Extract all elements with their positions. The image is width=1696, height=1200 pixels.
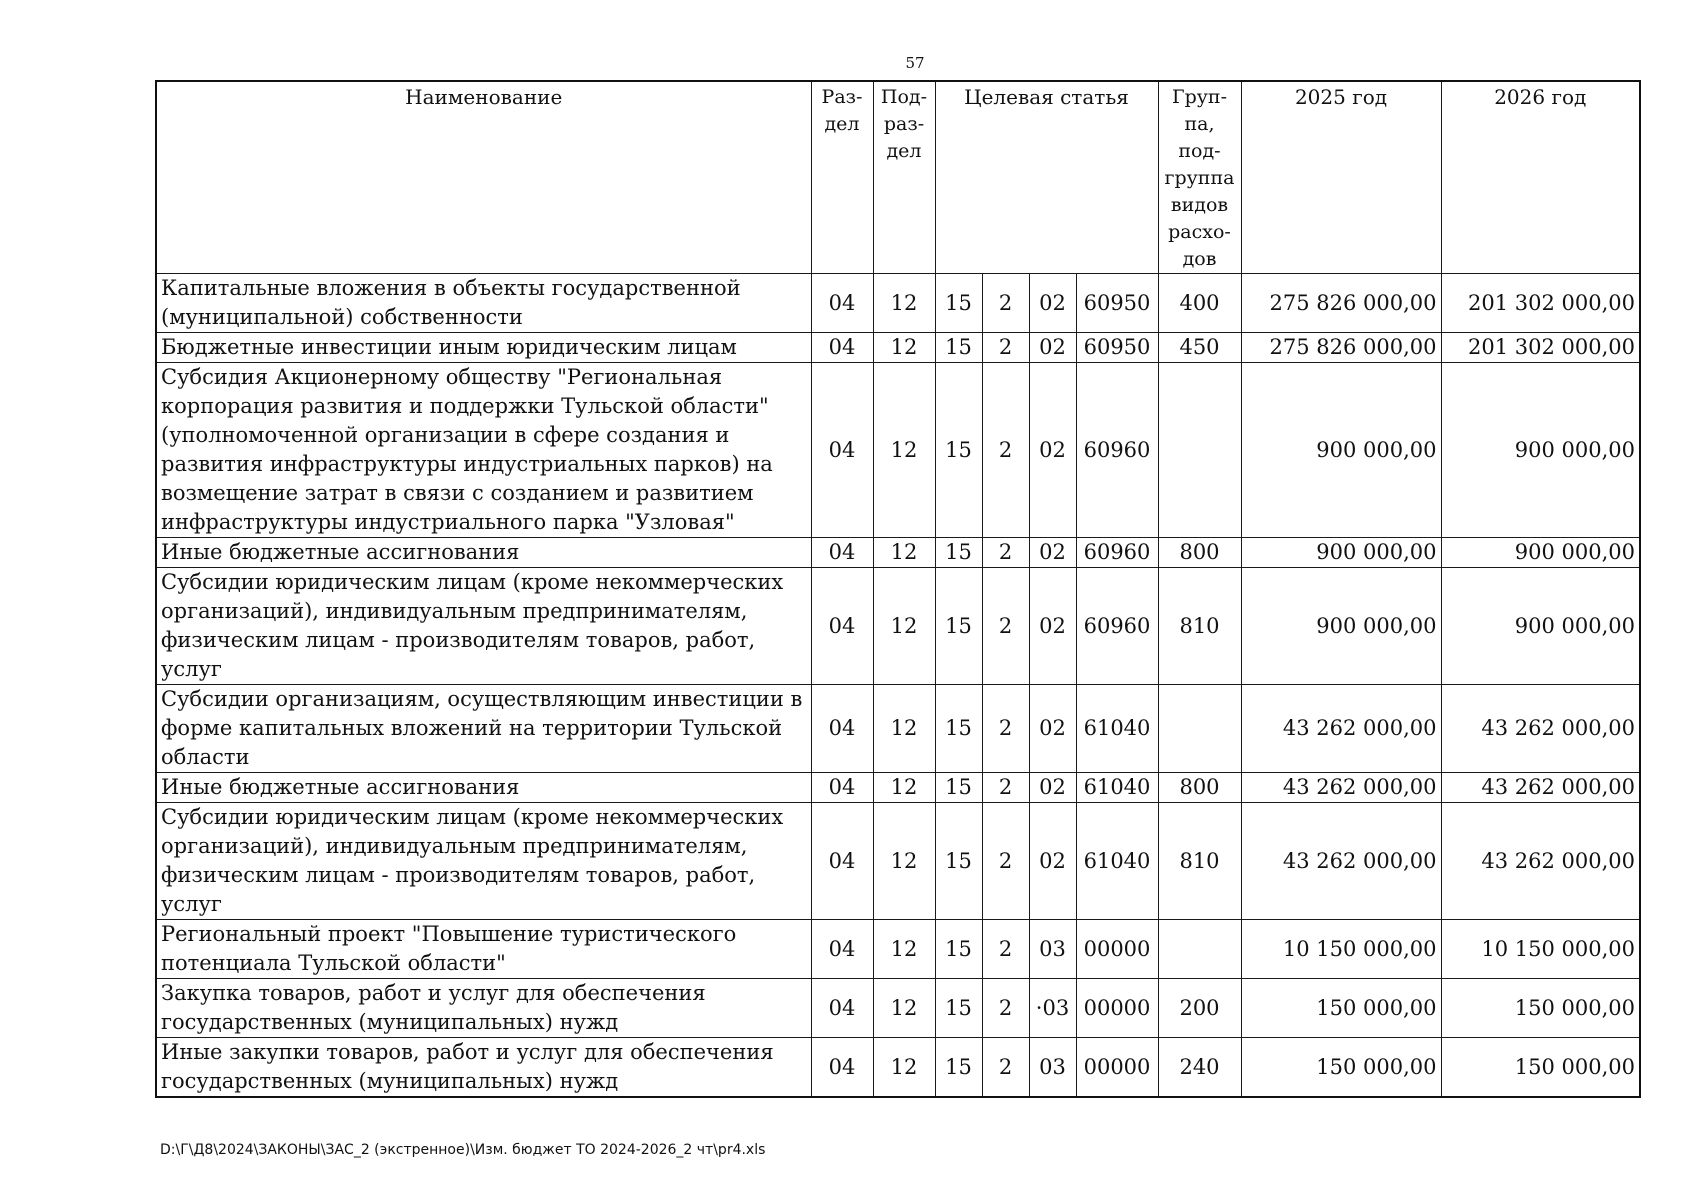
row-section: 04 <box>811 685 873 773</box>
row-target-program: 15 <box>935 274 982 333</box>
row-target-event: 02 <box>1029 773 1076 803</box>
row-subsection: 12 <box>873 1038 935 1098</box>
row-subsection: 12 <box>873 773 935 803</box>
row-target-direction: 60960 <box>1076 363 1158 538</box>
header-year-2026: 2026 год <box>1441 81 1640 274</box>
table-header-row <box>156 81 1640 274</box>
row-expense-group: 450 <box>1158 333 1241 363</box>
row-target-event: 02 <box>1029 538 1076 568</box>
row-target-program: 15 <box>935 333 982 363</box>
table-body <box>156 274 1640 1098</box>
row-target-subprogram: 2 <box>982 568 1029 685</box>
row-target-direction: 61040 <box>1076 685 1158 773</box>
row-name: Субсидии организациям, осуществляющим инвестиции в форме капитальных вложений на территории Тульской области <box>156 685 811 773</box>
table-row <box>156 568 1640 685</box>
row-amount-2025: 43 262 000,00 <box>1241 685 1441 773</box>
table-row <box>156 538 1640 568</box>
row-target-subprogram: 2 <box>982 803 1029 920</box>
row-target-direction: 60960 <box>1076 538 1158 568</box>
table-row <box>156 685 1640 773</box>
row-expense-group: 810 <box>1158 568 1241 685</box>
row-target-subprogram: 2 <box>982 773 1029 803</box>
row-name: Субсидии юридическим лицам (кроме некоммерческих организаций), индивидуальным предпринимателям, физическим лицам - производителям товаров, работ, услуг <box>156 568 811 685</box>
row-target-event: 02 <box>1029 274 1076 333</box>
row-expense-group: 200 <box>1158 979 1241 1038</box>
row-target-event: ·03 <box>1029 979 1076 1038</box>
row-section: 04 <box>811 274 873 333</box>
row-name: Закупка товаров, работ и услуг для обеспечения государственных (муниципальных) нужд <box>156 979 811 1038</box>
row-target-program: 15 <box>935 568 982 685</box>
row-name: Субсидии юридическим лицам (кроме некоммерческих организаций), индивидуальным предпринимателям, физическим лицам - производителям товаров, работ, услуг <box>156 803 811 920</box>
row-amount-2026: 43 262 000,00 <box>1441 685 1640 773</box>
row-target-event: 03 <box>1029 920 1076 979</box>
row-target-subprogram: 2 <box>982 538 1029 568</box>
row-name: Капитальные вложения в объекты государственной (муниципальной) собственности <box>156 274 811 333</box>
row-amount-2025: 10 150 000,00 <box>1241 920 1441 979</box>
row-amount-2026: 43 262 000,00 <box>1441 773 1640 803</box>
row-section: 04 <box>811 979 873 1038</box>
row-section: 04 <box>811 920 873 979</box>
table-row <box>156 803 1640 920</box>
header-expense-group: Груп- па, под- группа видов расхо- дов <box>1158 81 1241 274</box>
row-name: Бюджетные инвестиции иным юридическим лицам <box>156 333 811 363</box>
row-target-subprogram: 2 <box>982 1038 1029 1098</box>
row-target-subprogram: 2 <box>982 333 1029 363</box>
row-target-program: 15 <box>935 920 982 979</box>
row-amount-2025: 43 262 000,00 <box>1241 803 1441 920</box>
row-target-direction: 60960 <box>1076 568 1158 685</box>
row-target-subprogram: 2 <box>982 979 1029 1038</box>
row-target-program: 15 <box>935 979 982 1038</box>
row-subsection: 12 <box>873 333 935 363</box>
row-section: 04 <box>811 538 873 568</box>
row-target-event: 02 <box>1029 363 1076 538</box>
row-expense-group: 810 <box>1158 803 1241 920</box>
row-target-event: 02 <box>1029 803 1076 920</box>
row-amount-2026: 150 000,00 <box>1441 1038 1640 1098</box>
row-section: 04 <box>811 568 873 685</box>
row-section: 04 <box>811 803 873 920</box>
row-subsection: 12 <box>873 274 935 333</box>
row-target-subprogram: 2 <box>982 363 1029 538</box>
row-amount-2025: 275 826 000,00 <box>1241 274 1441 333</box>
header-target-article: Целевая статья <box>935 81 1158 274</box>
row-amount-2025: 900 000,00 <box>1241 363 1441 538</box>
row-target-event: 02 <box>1029 333 1076 363</box>
row-target-event: 02 <box>1029 685 1076 773</box>
row-name: Региональный проект "Повышение туристического потенциала Тульской области" <box>156 920 811 979</box>
row-expense-group: 240 <box>1158 1038 1241 1098</box>
row-target-direction: 60950 <box>1076 274 1158 333</box>
footer-file-path: D:\Г\Д8\2024\ЗАКОНЫ\ЗАС_2 (экстренное)\Изм. бюджет ТО 2024-2026_2 чт\pr4.xls <box>160 1142 766 1158</box>
row-target-subprogram: 2 <box>982 685 1029 773</box>
table-row <box>156 333 1640 363</box>
row-expense-group: 400 <box>1158 274 1241 333</box>
row-subsection: 12 <box>873 538 935 568</box>
row-target-direction: 00000 <box>1076 920 1158 979</box>
row-target-program: 15 <box>935 538 982 568</box>
row-target-subprogram: 2 <box>982 274 1029 333</box>
row-amount-2026: 150 000,00 <box>1441 979 1640 1038</box>
row-amount-2025: 900 000,00 <box>1241 568 1441 685</box>
row-target-subprogram: 2 <box>982 920 1029 979</box>
row-amount-2026: 10 150 000,00 <box>1441 920 1640 979</box>
table-row <box>156 1038 1640 1098</box>
row-subsection: 12 <box>873 363 935 538</box>
row-target-direction: 00000 <box>1076 979 1158 1038</box>
row-name: Иные бюджетные ассигнования <box>156 773 811 803</box>
row-section: 04 <box>811 773 873 803</box>
row-amount-2026: 201 302 000,00 <box>1441 333 1640 363</box>
row-subsection: 12 <box>873 685 935 773</box>
row-amount-2025: 275 826 000,00 <box>1241 333 1441 363</box>
table-row <box>156 274 1640 333</box>
header-section: Раз- дел <box>811 81 873 274</box>
header-name: Наименование <box>156 81 811 274</box>
row-subsection: 12 <box>873 568 935 685</box>
row-expense-group: 800 <box>1158 773 1241 803</box>
row-subsection: 12 <box>873 979 935 1038</box>
row-amount-2025: 150 000,00 <box>1241 1038 1441 1098</box>
row-amount-2025: 150 000,00 <box>1241 979 1441 1038</box>
row-amount-2025: 900 000,00 <box>1241 538 1441 568</box>
row-target-direction: 60950 <box>1076 333 1158 363</box>
row-target-program: 15 <box>935 803 982 920</box>
row-expense-group: 800 <box>1158 538 1241 568</box>
row-amount-2026: 43 262 000,00 <box>1441 803 1640 920</box>
row-target-event: 03 <box>1029 1038 1076 1098</box>
row-target-direction: 61040 <box>1076 773 1158 803</box>
table-row <box>156 979 1640 1038</box>
row-name: Иные бюджетные ассигнования <box>156 538 811 568</box>
row-section: 04 <box>811 333 873 363</box>
table-row <box>156 773 1640 803</box>
row-amount-2026: 900 000,00 <box>1441 538 1640 568</box>
row-section: 04 <box>811 363 873 538</box>
row-target-program: 15 <box>935 1038 982 1098</box>
row-expense-group <box>1158 920 1241 979</box>
row-name: Субсидия Акционерному обществу "Региональная корпорация развития и поддержки Тульской области" (уполномоченной организации в сфере создания и развития инфраструктуры индустриальных парков) на возмещение затрат в связи с созданием и развитием инфраструктуры индустриального парка "Узловая" <box>156 363 811 538</box>
row-target-direction: 00000 <box>1076 1038 1158 1098</box>
row-section: 04 <box>811 1038 873 1098</box>
header-subsection: Под- раз- дел <box>873 81 935 274</box>
row-amount-2025: 43 262 000,00 <box>1241 773 1441 803</box>
row-target-direction: 61040 <box>1076 803 1158 920</box>
table-row <box>156 363 1640 538</box>
row-expense-group <box>1158 685 1241 773</box>
budget-table <box>155 80 1641 1098</box>
row-name: Иные закупки товаров, работ и услуг для обеспечения государственных (муниципальных) нужд <box>156 1038 811 1098</box>
row-expense-group <box>1158 363 1241 538</box>
row-subsection: 12 <box>873 920 935 979</box>
row-amount-2026: 201 302 000,00 <box>1441 274 1640 333</box>
row-target-program: 15 <box>935 685 982 773</box>
row-amount-2026: 900 000,00 <box>1441 568 1640 685</box>
row-target-program: 15 <box>935 773 982 803</box>
page-number: 57 <box>905 54 925 72</box>
row-subsection: 12 <box>873 803 935 920</box>
row-amount-2026: 900 000,00 <box>1441 363 1640 538</box>
table-row <box>156 920 1640 979</box>
row-target-event: 02 <box>1029 568 1076 685</box>
header-year-2025: 2025 год <box>1241 81 1441 274</box>
row-target-program: 15 <box>935 363 982 538</box>
